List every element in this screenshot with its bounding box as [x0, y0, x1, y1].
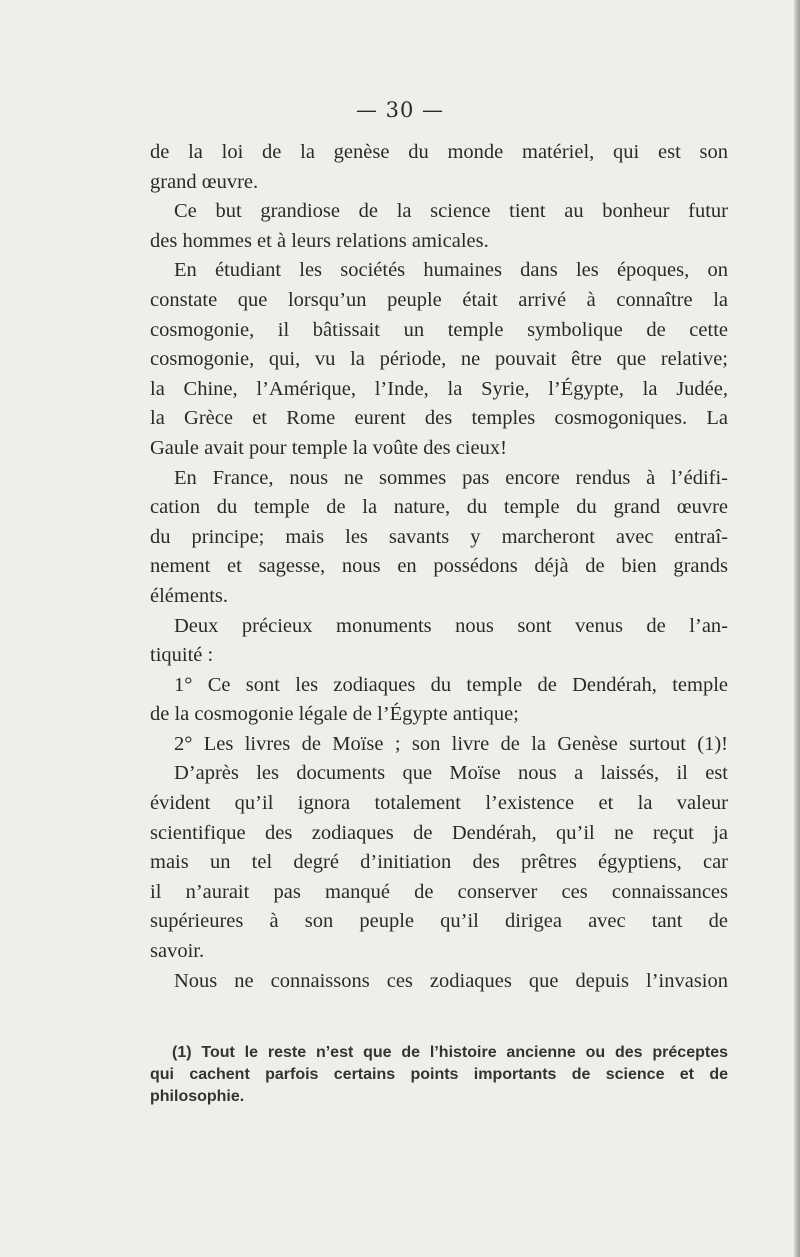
body-line: Deux précieux monuments nous sont venus de l’an- — [174, 614, 728, 637]
footnote-line: philosophie. — [150, 1088, 245, 1105]
body-line: constate que lorsqu’un peuple était arrivé à connaître la — [150, 288, 728, 311]
body-line: il n’aurait pas manqué de conserver ces connaissances — [150, 880, 728, 903]
body-line: la Chine, l’Amérique, l’Inde, la Syrie, l’Égypte, la Judée, — [150, 377, 728, 400]
body-line: éléments. — [150, 584, 228, 607]
page-number: — 30 — — [355, 98, 445, 122]
body-line: la Grèce et Rome eurent des temples cosmogoniques. La — [150, 407, 728, 430]
body-line: des hommes et à leurs relations amicales. — [150, 229, 489, 252]
body-line: En France, nous ne sommes pas encore rendus à l’édifi- — [174, 466, 728, 489]
body-line: tiquité : — [150, 644, 214, 667]
body-line: D’après les documents que Moïse nous a laissés, il est — [174, 762, 728, 785]
body-line: grand œuvre. — [150, 170, 259, 193]
body-line: En étudiant les sociétés humaines dans les époques, on — [174, 259, 728, 282]
body-line: mais un tel degré d’initiation des prêtres égyptiens, car — [150, 851, 728, 874]
body-line: cosmogonie, il bâtissait un temple symbolique de cette — [150, 318, 728, 341]
body-line: supérieures à son peuple qu’il dirigea avec tant de — [150, 910, 728, 933]
footnote-line: qui cachent parfois certains points importants de science et de — [150, 1066, 728, 1083]
body-line: savoir. — [150, 940, 205, 963]
body-line: scientifique des zodiaques de Dendérah, qu’il ne reçut ja — [150, 821, 728, 844]
body-line: Ce but grandiose de la science tient au bonheur futur — [174, 200, 728, 223]
body-line: 1° Ce sont les zodiaques du temple de Dendérah, temple — [174, 673, 728, 696]
footnote — [150, 1042, 728, 1108]
footnote-line: (1) Tout le reste n’est que de l’histoire ancienne ou des préceptes — [172, 1044, 728, 1061]
body-line: nement et sagesse, nous en possédons déjà de bien grands — [150, 555, 728, 578]
page-edge — [794, 0, 800, 1257]
body-line: Nous ne connaissons ces zodiaques que depuis l’invasion — [174, 969, 728, 992]
body-line: de la cosmogonie légale de l’Égypte antique; — [150, 703, 519, 726]
body-line: du principe; mais les savants y marcheront avec entraî- — [150, 525, 728, 548]
body-line: Gaule avait pour temple la voûte des cieux! — [150, 436, 507, 459]
body-text — [150, 138, 728, 996]
body-line: de la loi de la genèse du monde matériel, qui est son — [150, 141, 728, 163]
body-line: cation du temple de la nature, du temple du grand œuvre — [150, 496, 728, 519]
body-line: 2° Les livres de Moïse ; son livre de la Genèse surtout (1)! — [174, 732, 728, 755]
body-line: cosmogonie, qui, vu la période, ne pouvait être que relative; — [150, 348, 728, 371]
body-line: évident qu’il ignora totalement l’existence et la valeur — [150, 792, 728, 815]
